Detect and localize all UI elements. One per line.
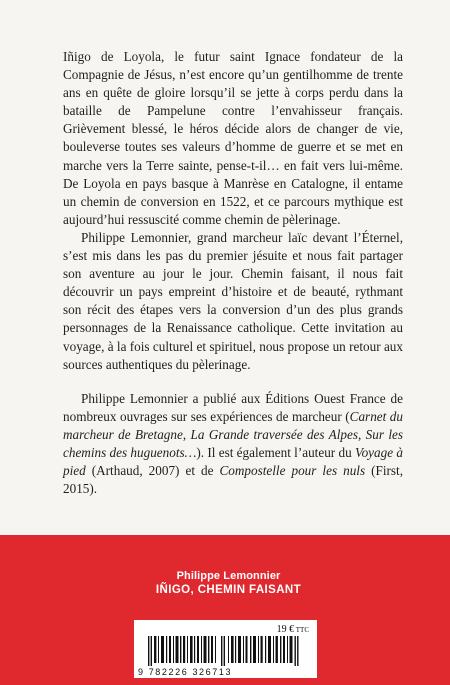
bio-work-compostelle: Compostelle pour les nuls	[219, 463, 366, 479]
synopsis-paragraph-2: Philippe Lemonnier, grand marcheur laïc devant l’Éternel, s’est mis dans les pas du premier jésuite et nous fait partager son aventure au jour le jour. Chemin faisant, il nous fait découvrir un pays empreint d’histoire et de beauté, rythmant son récit des étapes vers la conversion d’un des plus grands personnages de la Renaissance catholique. Cette invitation au voyage, à la fois culturel et spirituel, nous propose un retour aux sources authentiques du pèlerinage.	[63, 229, 403, 372]
author-bio	[63, 390, 403, 499]
author-bio-paragraph	[63, 390, 403, 499]
bio-work-huguenots: Sur les chemins des huguenots…	[63, 427, 404, 461]
cover-credit	[136, 570, 321, 597]
synopsis	[63, 48, 403, 374]
barcode-icon	[142, 636, 312, 666]
bio-work-carnet: Carnet du marcheur de Bretagne	[63, 409, 403, 443]
bio-separator: ,	[182, 427, 191, 443]
price-amount: 19 €	[276, 624, 295, 635]
author-name: Philippe Lemonnier	[176, 570, 281, 582]
synopsis-paragraph-1: Iñigo de Loyola, le futur saint Ignace fondateur de la Compagnie de Jésus, n’est encore qu’un gentilhomme de trente ans en quête de gloire lorsqu’il se jette à corps perdu dans la bataille de Pampelune contre l’envahisseur français. Grièvement blessé, le héros décide alors de changer de vie, bouleverse toutes ses valeurs d’homme de guerre et se met en marche vers la Terre sainte, pense-t-il… en fait vers lui-même. De Loyola en pays basque à Manrèse en Catalogne, il entame un chemin de conversion en 1522, et ce parcours mythique est aujourd’hui ressuscité comme chemin de pèlerinage.	[63, 49, 403, 227]
bio-publisher-2: (First, 2015).	[63, 463, 403, 497]
bio-mid: ). Il est également l’auteur du	[196, 445, 355, 461]
book-title: IÑIGO, CHEMIN FAISANT	[155, 584, 302, 596]
isbn-number: 9 782226 326713	[138, 667, 233, 677]
bio-intro: Philippe Lemonnier a publié aux Éditions Ouest France de nombreux ouvrages sur ses expériences de marcheur (	[63, 391, 403, 425]
bio-publisher-1: (Arthaud, 2007) et de	[85, 463, 220, 479]
price-suffix: TTC	[294, 626, 309, 634]
price-barcode-box	[134, 620, 317, 678]
price-label	[277, 624, 309, 635]
bio-work-voyage: Voyage à pied	[63, 445, 403, 479]
bio-separator: ,	[357, 427, 366, 443]
bio-work-traversee: La Grande traversée des Alpes	[190, 427, 358, 443]
